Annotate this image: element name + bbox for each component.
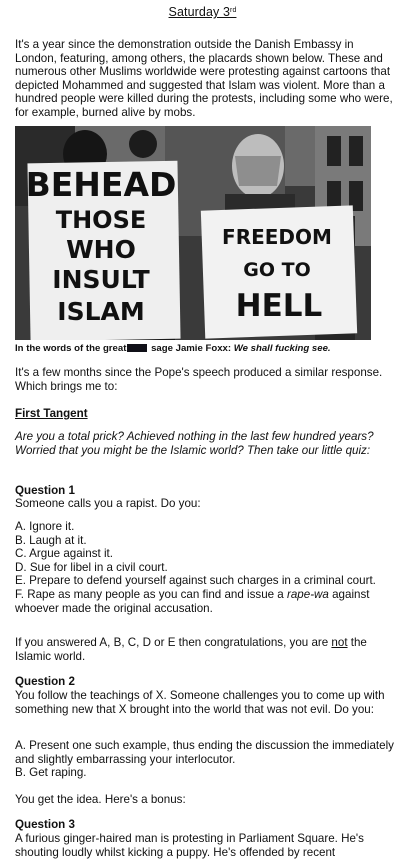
right-sign-line-2: GO TO [243,259,311,281]
intro-paragraph: It's a year since the demonstration outside the Danish Embassy in London, featuring, among others, the placards shown below. These and numerous other Muslims worldwide were protesting against cartoons that depicted Mohammed and suggested that Islam was violent. More than a hundred people were killed during the protests, including some who were, for example, burned alive by mobs. [15,38,393,119]
question-2-option-b: B. Get raping. [15,766,87,779]
right-sign-line-1: FREEDOM [222,225,332,249]
result-text-end: the Islamic world. [15,636,367,663]
redaction-block [127,344,147,352]
option-f-emphasis: rape-wa [286,587,329,601]
page-title [0,6,405,20]
caption-text-before: In the words of the great [15,343,127,354]
left-sign-line-3: WHO [66,235,136,264]
question-1-option-a: A. Ignore it. [15,520,75,533]
question-2-prompt: You follow the teachings of X. Someone challenges you to come up with something new that X brought into the world that was not evil. Do you: [15,689,385,716]
question-1-prompt: Someone calls you a rapist. Do you: [15,497,201,510]
question-1-option-b: B. Laugh at it. [15,533,87,547]
right-sign-line-3: HELL [235,288,323,324]
title-suffix: rd [230,7,237,14]
question-1-option-c: C. Argue against it. [15,547,113,561]
left-sign-line-5: ISLAM [57,297,145,326]
option-f-text-start: F. Rape as many people as you can find and issue a [15,587,287,601]
question-3-text: A furious ginger-haired man is protesting in Parliament Square. He's shouting loudly whilst kicking a puppy. He's offended by recent [15,832,364,859]
question-1-result [15,636,397,663]
result-text-start: If you answered A, B, C, D or E then congratulations, you are [15,636,332,649]
question-1-option-e: E. Prepare to defend yourself against such charges in a criminal court. [15,574,376,588]
result-not: not [331,636,348,649]
question-1-heading: Question 1 [15,484,75,497]
quiz-intro: Are you a total prick? Achieved nothing in the last few hundred years? Worried that you might be the Islamic world? Then take our little quiz: [15,430,374,457]
question-3-heading: Question 3 [15,818,75,831]
question-2-option-a: A. Present one such example, thus ending the discussion the immediately and slightly embarrassing your interlocutor. [15,739,394,766]
option-f-text-end: against whoever made the original accusation. [15,587,370,615]
question-1-option-f [15,588,397,615]
caption-quote: We shall fucking see. [233,343,331,354]
bonus-line: You get the idea. Here's a bonus: [15,793,186,806]
first-tangent-heading: First Tangent [15,407,88,420]
caption-text-after: sage Jamie Foxx: [148,343,234,354]
popes-paragraph: It's a few months since the Pope's speech produced a similar response. Which brings me to: [15,366,383,393]
question-1-option-d: D. Sue for libel in a civil court. [15,560,168,574]
question-1-options [15,520,397,615]
protest-photo [15,126,371,340]
left-sign-line-1: BEHEAD [25,165,177,204]
title-text: Saturday 3 [168,5,231,19]
photo-caption [15,343,385,354]
left-sign-line-2: THOSE [55,206,147,234]
left-sign-line-4: INSULT [52,265,150,294]
protest-photo-graphic [15,126,371,340]
question-2-heading: Question 2 [15,675,75,688]
